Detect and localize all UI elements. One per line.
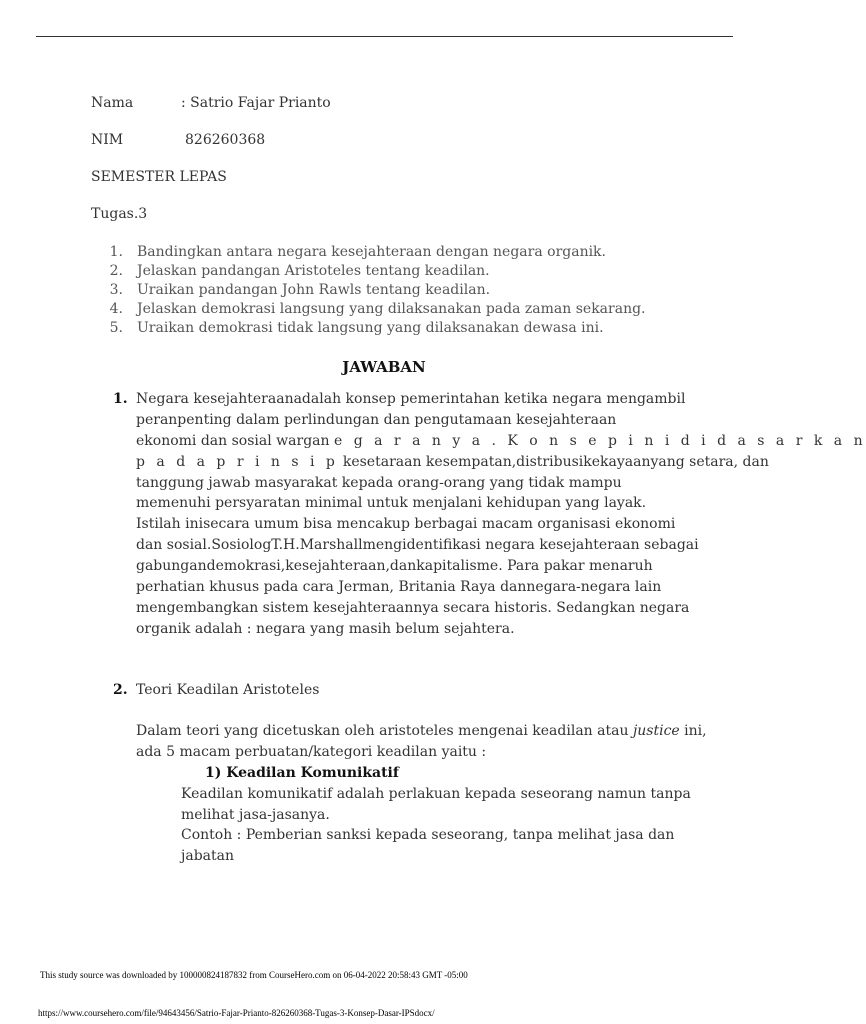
jawaban-heading: JAWABAN: [342, 358, 426, 376]
question-text: Uraikan pandangan John Rawls tentang keadilan.: [137, 282, 491, 298]
subsection-body: [181, 784, 691, 866]
nama-value: : Satrio Fajar Prianto: [181, 95, 331, 111]
intro-fragment: ini,: [679, 723, 707, 739]
question-number: 3.: [109, 282, 123, 298]
answer-1-line: dan sosial.SosiologT.H.Marshallmengidentifikasi negara kesejahteraan sebagai: [136, 537, 699, 554]
source-url[interactable]: https://www.coursehero.com/file/94643456/Satrio-Fajar-Prianto-826260368-Tugas-3-Konsep-Dasar-IPSdocx/: [38, 1008, 435, 1018]
question-number: 4.: [109, 301, 123, 317]
answer-2-intro-line: [136, 721, 707, 742]
question-item: [91, 320, 604, 336]
tugas-label: Tugas.3: [91, 206, 148, 222]
answer-1-line: peranpenting dalam perlindungan dan pengutamaan kesejahteraan: [136, 411, 617, 428]
answer-1-text: [136, 389, 866, 640]
answer-1-fragment: ekonomi dan sosial wargan: [136, 432, 330, 449]
subsection-heading: 1) Keadilan Komunikatif: [205, 765, 399, 781]
question-item: [91, 282, 490, 298]
question-number: 5.: [109, 320, 123, 336]
semester-label: SEMESTER LEPAS: [91, 169, 227, 185]
answer-1-line: tanggung jawab masyarakat kepada orang-orang yang tidak mampu: [136, 474, 622, 491]
subsection-line: Contoh : Pemberian sanksi kepada seseorang, tanpa melihat jasa dan: [181, 827, 675, 843]
nama-field: [91, 95, 331, 111]
intro-fragment: Dalam teori yang dicetuskan oleh aristoteles mengenai keadilan atau: [136, 723, 633, 739]
subsection-line: jabatan: [181, 847, 234, 864]
question-text: Uraikan demokrasi tidak langsung yang dilaksanakan dewasa ini.: [137, 320, 604, 336]
nim-value: 826260368: [185, 132, 266, 148]
subsection-line: melihat jasa-jasanya.: [181, 806, 330, 823]
question-number: 2.: [109, 263, 123, 279]
answer-2-intro-line: ada 5 macam perbuatan/kategori keadilan yaitu :: [136, 743, 487, 760]
answer-2-intro: [136, 721, 707, 763]
answer-1-line: mengembangkan sistem kesejahteraannya secara historis. Sedangkan negara: [136, 599, 690, 616]
answer-1-line: Istilah inisecara umum bisa mencakup berbagai macam organisasi ekonomi: [136, 516, 676, 533]
answer-1-fragment: kesetaraan kesempatan,distribusikekayaanyang setara, dan: [338, 453, 769, 470]
answer-1-fragment: p a d a p r i n s i p: [136, 453, 339, 470]
answer-1-fragment: e g a r a n y a . K o n s e p i n i d i d a s a r k a n: [333, 432, 866, 449]
answer-1-line: Negara kesejahteraanadalah konsep pemerintahan ketika negara mengambil: [136, 391, 686, 407]
question-item: [91, 263, 490, 279]
question-item: [91, 244, 606, 260]
question-number: 1.: [109, 244, 123, 260]
nim-field: [91, 132, 265, 148]
question-text: Jelaskan demokrasi langsung yang dilaksanakan pada zaman sekarang.: [137, 301, 646, 317]
answer-1-line: [136, 431, 866, 452]
nama-label: Nama: [91, 95, 134, 111]
answer-2-title: Teori Keadilan Aristoteles: [136, 682, 320, 698]
answer-1-line: organik adalah : negara yang masih belum sejahtera.: [136, 620, 515, 637]
intro-emphasis: justice: [632, 723, 680, 739]
top-rule: [36, 36, 733, 37]
answer-1-line: [136, 452, 866, 473]
answer-1-line: perhatian khusus pada cara Jerman, Britania Raya dannegara-negara lain: [136, 579, 662, 596]
answer-1-number: 1.: [113, 391, 128, 407]
nim-label: NIM: [91, 132, 124, 148]
question-text: Bandingkan antara negara kesejahteraan dengan negara organik.: [137, 244, 606, 260]
answer-1-line: memenuhi persyaratan minimal untuk menjalani kehidupan yang layak.: [136, 495, 647, 512]
question-item: [91, 301, 646, 317]
answer-2-number: 2.: [113, 682, 128, 698]
question-text: Jelaskan pandangan Aristoteles tentang keadilan.: [137, 263, 490, 279]
answer-1-line: gabungandemokrasi,kesejahteraan,dankapitalisme. Para pakar menaruh: [136, 558, 653, 575]
subsection-line: Keadilan komunikatif adalah perlakuan kepada seseorang namun tanpa: [181, 786, 691, 802]
download-note: This study source was downloaded by 100000824187832 from CourseHero.com on 06-04-2022 20:58:43 GMT -05:00: [40, 970, 468, 980]
